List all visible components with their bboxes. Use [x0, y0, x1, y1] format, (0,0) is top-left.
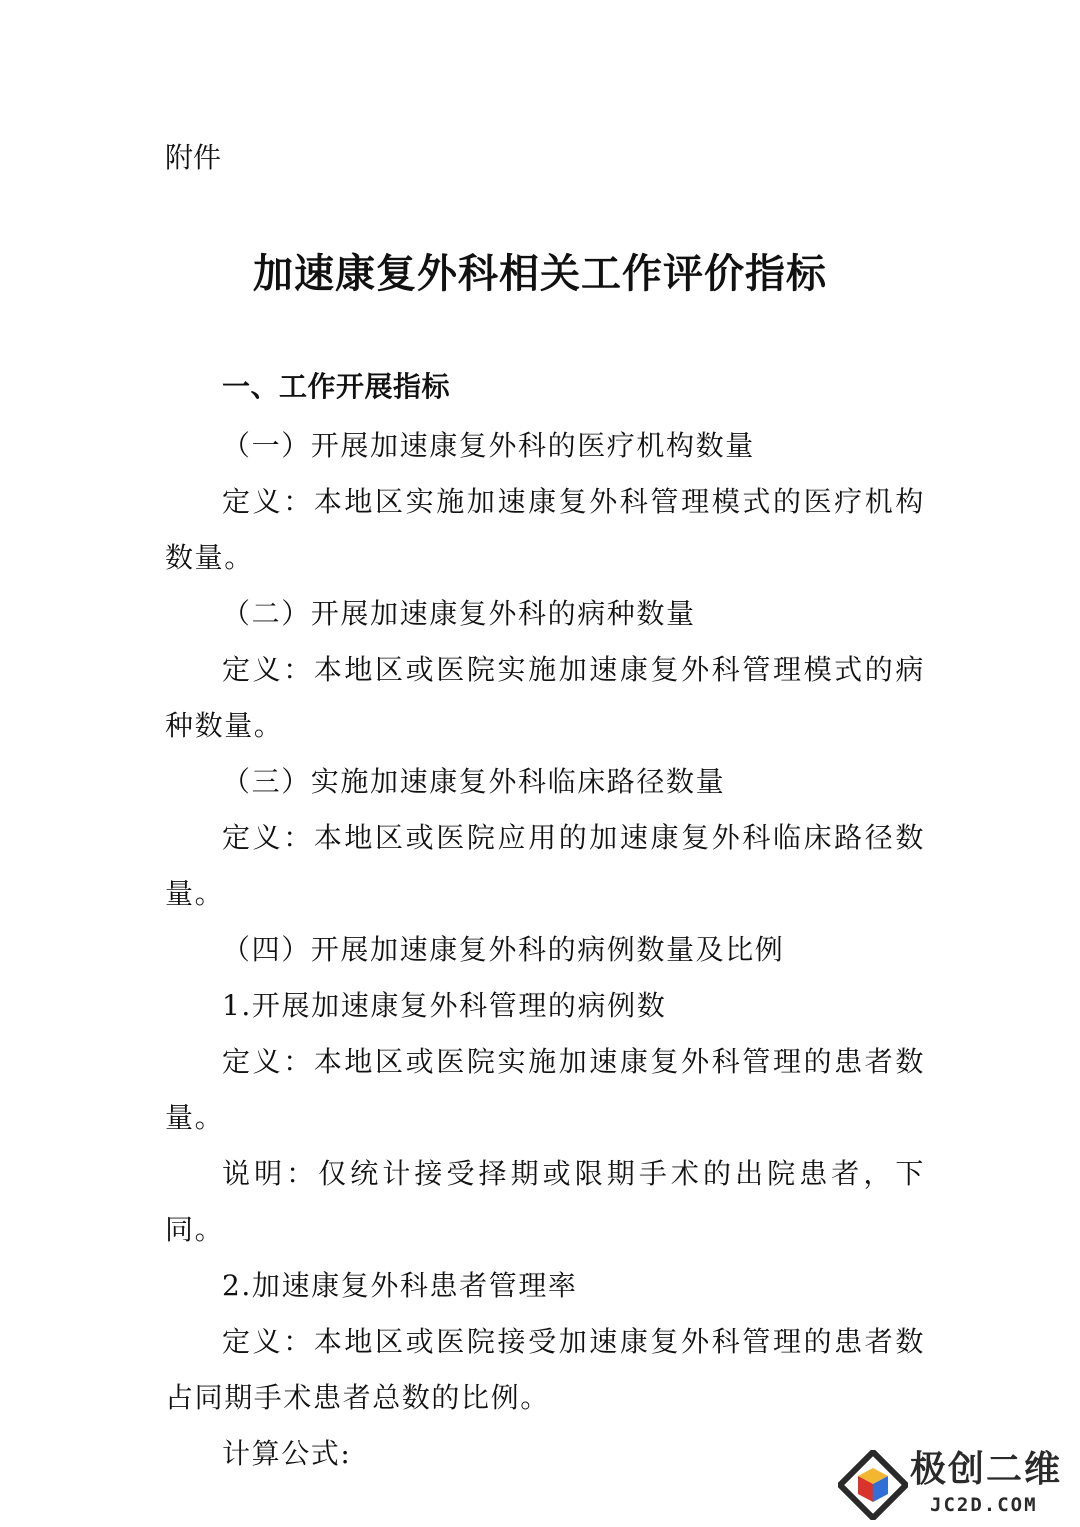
section-heading: 一、工作开展指标 — [222, 370, 451, 403]
subsection-heading-1: （一）开展加速康复外科的医疗机构数量 — [222, 429, 755, 462]
definition-paragraph-4: 定义：本地区或医院实施加速康复外科管理的患者数量。 — [165, 1045, 925, 1134]
item-heading-2: 2.加速康复外科患者管理率 — [222, 1269, 578, 1302]
watermark-name-en: JC2D.COM — [930, 1494, 1038, 1516]
definition-paragraph-3: 定义：本地区或医院应用的加速康复外科临床路径数量。 — [165, 821, 925, 910]
definition-paragraph-1: 定义：本地区实施加速康复外科管理模式的医疗机构数量。 — [165, 485, 925, 574]
attachment-label: 附件 — [165, 141, 222, 174]
document-body — [165, 362, 925, 1482]
definition-paragraph-2: 定义：本地区或医院实施加速康复外科管理模式的病种数量。 — [165, 653, 925, 742]
document-title: 加速康复外科相关工作评价指标 — [253, 251, 827, 297]
formula-label: 计算公式: — [222, 1437, 352, 1470]
cube-diamond-logo-icon — [838, 1450, 908, 1520]
subsection-heading-2: （二）开展加速康复外科的病种数量 — [222, 597, 696, 630]
note-paragraph: 说明：仅统计接受择期或限期手术的出院患者，下同。 — [165, 1157, 925, 1246]
subsection-heading-4: （四）开展加速康复外科的病例数量及比例 — [222, 933, 785, 966]
watermark-name-cn: 极创二维 — [910, 1449, 1063, 1490]
watermark-logo — [838, 1448, 1074, 1522]
item-heading-1: 1.开展加速康复外科管理的病例数 — [222, 989, 667, 1022]
definition-paragraph-5: 定义：本地区或医院接受加速康复外科管理的患者数占同期手术患者总数的比例。 — [165, 1325, 925, 1414]
subsection-heading-3: （三）实施加速康复外科临床路径数量 — [222, 765, 726, 798]
